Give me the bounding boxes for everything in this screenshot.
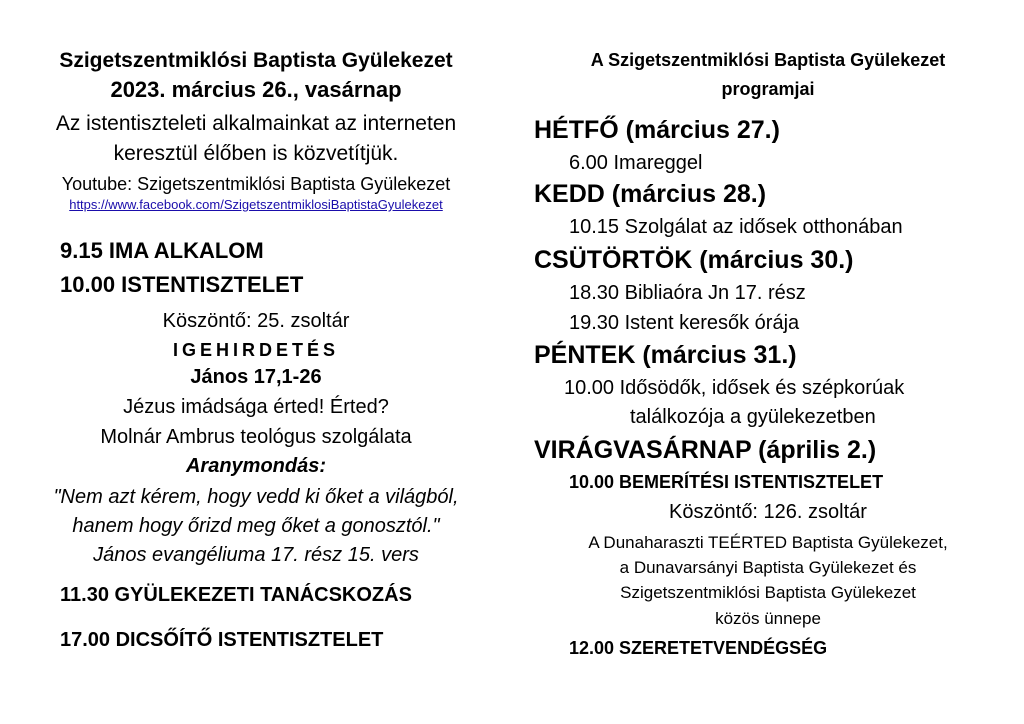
joint-celebration-line4: közös ünnepe	[715, 609, 821, 628]
praise-service: 17.00 DICSŐÍTŐ ISTENTISZTELET	[60, 629, 384, 651]
monday-heading: HÉTFŐ (március 27.)	[534, 116, 780, 144]
facebook-link[interactable]: https://www.facebook.com/SzigetszentmiklosiBaptistaGyulekezet	[69, 197, 443, 212]
fellowship-meal: 12.00 SZERETETVENDÉGSÉG	[569, 638, 828, 658]
thursday-event-2: 19.30 Istent keresők órája	[569, 312, 800, 334]
golden-verse-reference: János evangéliuma 17. rész 15. vers	[93, 544, 419, 566]
thursday-heading: CSÜTÖRTÖK (március 30.)	[534, 246, 854, 274]
church-council: 11.30 GYÜLEKEZETI TANÁCSKOZÁS	[60, 584, 412, 606]
service-date-title: 2023. március 26., vasárnap	[110, 77, 402, 102]
friday-event-line2: találkozója a gyülekezetben	[630, 406, 876, 428]
worship-service: 10.00 ISTENTISZTELET	[60, 272, 304, 297]
weekly-programs-title-line1: A Szigetszentmiklósi Baptista Gyülekezet	[590, 50, 946, 70]
palm-sunday-heading: VIRÁGVASÁRNAP (április 2.)	[534, 436, 877, 464]
joint-celebration-line1: A Dunaharaszti TEÉRTED Baptista Gyülekezet,	[588, 533, 948, 552]
sermon-scripture: János 17,1-26	[190, 366, 322, 388]
sermon-heading: IGEHIRDETÉS	[172, 340, 340, 360]
thursday-event-1: 18.30 Bibliaóra Jn 17. rész	[569, 282, 806, 304]
prayer-meeting: 9.15 IMA ALKALOM	[60, 238, 264, 263]
youtube-channel: Youtube: Szigetszentmiklósi Baptista Gyülekezet	[61, 174, 451, 194]
palm-sunday-greeting: Köszöntő: 126. zsoltár	[669, 501, 867, 523]
broadcast-note-line1: Az istentiszteleti alkalmainkat az interneten	[55, 112, 457, 135]
church-name-title: Szigetszentmiklósi Baptista Gyülekezet	[59, 49, 453, 72]
friday-event-line1: 10.00 Idősödők, idősek és szépkorúak	[564, 377, 905, 399]
sermon-title: Jézus imádsága érted! Érted?	[123, 396, 389, 418]
weekly-programs-title-line2: programjai	[721, 79, 815, 99]
broadcast-note-line2: keresztül élőben is közvetítjük.	[113, 142, 399, 165]
golden-verse-line1: "Nem azt kérem, hogy vedd ki őket a világból,	[53, 486, 459, 508]
greeting-psalm: Köszöntő: 25. zsoltár	[162, 310, 350, 332]
joint-celebration-line3: Szigetszentmiklósi Baptista Gyülekezet	[620, 583, 916, 602]
golden-verse-heading: Aranymondás:	[185, 455, 327, 477]
tuesday-event: 10.15 Szolgálat az idősek otthonában	[569, 216, 903, 238]
tuesday-heading: KEDD (március 28.)	[534, 180, 767, 208]
golden-verse-line2: hanem hogy őrizd meg őket a gonosztól."	[72, 515, 440, 537]
monday-event: 6.00 Imareggel	[569, 152, 703, 174]
joint-celebration-line2: a Dunavarsányi Baptista Gyülekezet és	[619, 558, 917, 577]
palm-sunday-baptism-service: 10.00 BEMERÍTÉSI ISTENTISZTELET	[569, 472, 884, 492]
friday-heading: PÉNTEK (március 31.)	[534, 341, 797, 369]
preacher: Molnár Ambrus teológus szolgálata	[100, 426, 412, 448]
